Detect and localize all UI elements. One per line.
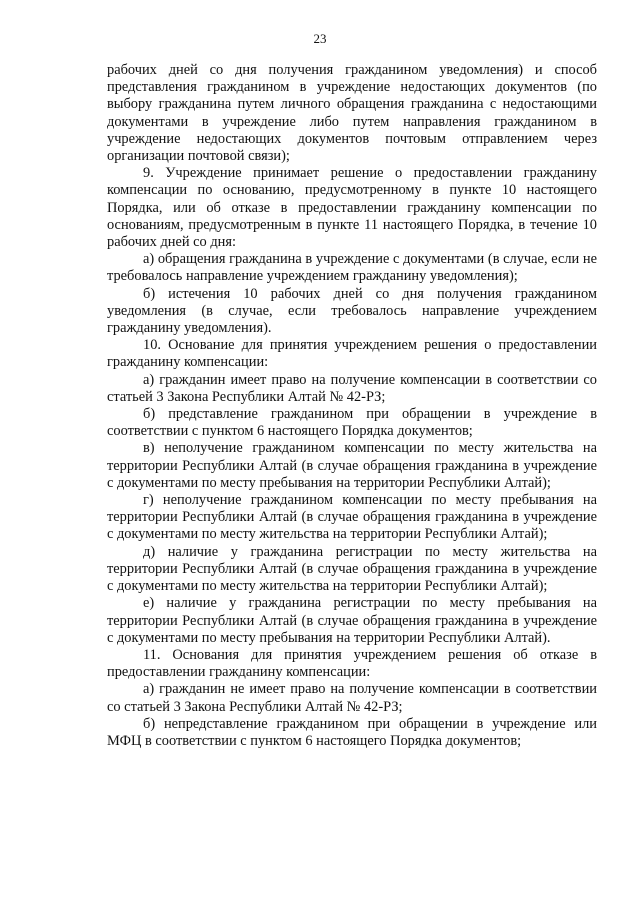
paragraph-continuation: рабочих дней со дня получения гражданином уведомления) и способ представления гражданином в учреждение недостающих документов (по выбору гражданина путем личного обращения гражданина с недостающими документами в учреждение либо путем направления гражданином в учреждение недостающих документов почтовым отправлением через организации почтовой связи); bbox=[107, 62, 597, 165]
paragraph-clause-10-a: а) гражданин имеет право на получение компенсации в соответствии со статьей 3 Закона Республики Алтай № 42-РЗ; bbox=[107, 371, 597, 405]
paragraph-clause-11: 11. Основания для принятия учреждением решения об отказе в предоставлении гражданину компенсации: bbox=[107, 646, 597, 681]
paragraph-clause-9-b: б) истечения 10 рабочих дней со дня получения гражданином уведомления (в случае, если требовалось направление учреждением гражданину уведомления). bbox=[107, 285, 597, 337]
paragraph-clause-10-e: е) наличие у гражданина регистрации по месту пребывания на территории Республики Алтай (в случае обращения гражданина в учреждение с документами по месту пребывания на территории Республики Алтай). bbox=[107, 595, 597, 646]
paragraph-clause-9: 9. Учреждение принимает решение о предоставлении гражданину компенсации по основанию, предусмотренному в пункте 10 настоящего Порядка, или об отказе в предоставлении гражданину компенсации по основаниям, предусмотренным в пункте 11 настоящего Порядка, в течение 10 рабочих дней со дня: bbox=[107, 165, 597, 251]
paragraph-clause-9-a: а) обращения гражданина в учреждение с документами (в случае, если не требовалось направление учреждением гражданину уведомления); bbox=[107, 251, 597, 285]
paragraph-clause-10-v: в) неполучение гражданином компенсации по месту жительства на территории Республики Алтай (в случае обращения гражданина в учреждение с документами по месту пребывания на территории Республики Алтай); bbox=[107, 440, 597, 491]
page-number: 23 bbox=[313, 31, 327, 46]
paragraph-clause-10-g: г) неполучение гражданином компенсации по месту пребывания на территории Республики Алтай (в случае обращения гражданина в учреждение с документами по месту жительства на территории Республики Алтай); bbox=[107, 492, 597, 543]
paragraph-clause-10-d: д) наличие у гражданина регистрации по месту жительства на территории Республики Алтай (в случае обращения гражданина в учреждение с документами по месту жительства на территории Республики Алтай); bbox=[107, 543, 597, 595]
paragraph-clause-11-a: а) гражданин не имеет право на получение компенсации в соответствии со статьей 3 Закона Республики Алтай № 42-РЗ; bbox=[107, 681, 597, 715]
paragraph-clause-10: 10. Основание для принятия учреждением решения о предоставлении гражданину компенсации: bbox=[107, 337, 597, 371]
document-body bbox=[107, 62, 597, 750]
paragraph-clause-10-b: б) представление гражданином при обращении в учреждение в соответствии с пунктом 6 настоящего Порядка документов; bbox=[107, 406, 597, 440]
paragraph-clause-11-b: б) непредставление гражданином при обращении в учреждение или МФЦ в соответствии с пунктом 6 настоящего Порядка документов; bbox=[107, 715, 597, 749]
